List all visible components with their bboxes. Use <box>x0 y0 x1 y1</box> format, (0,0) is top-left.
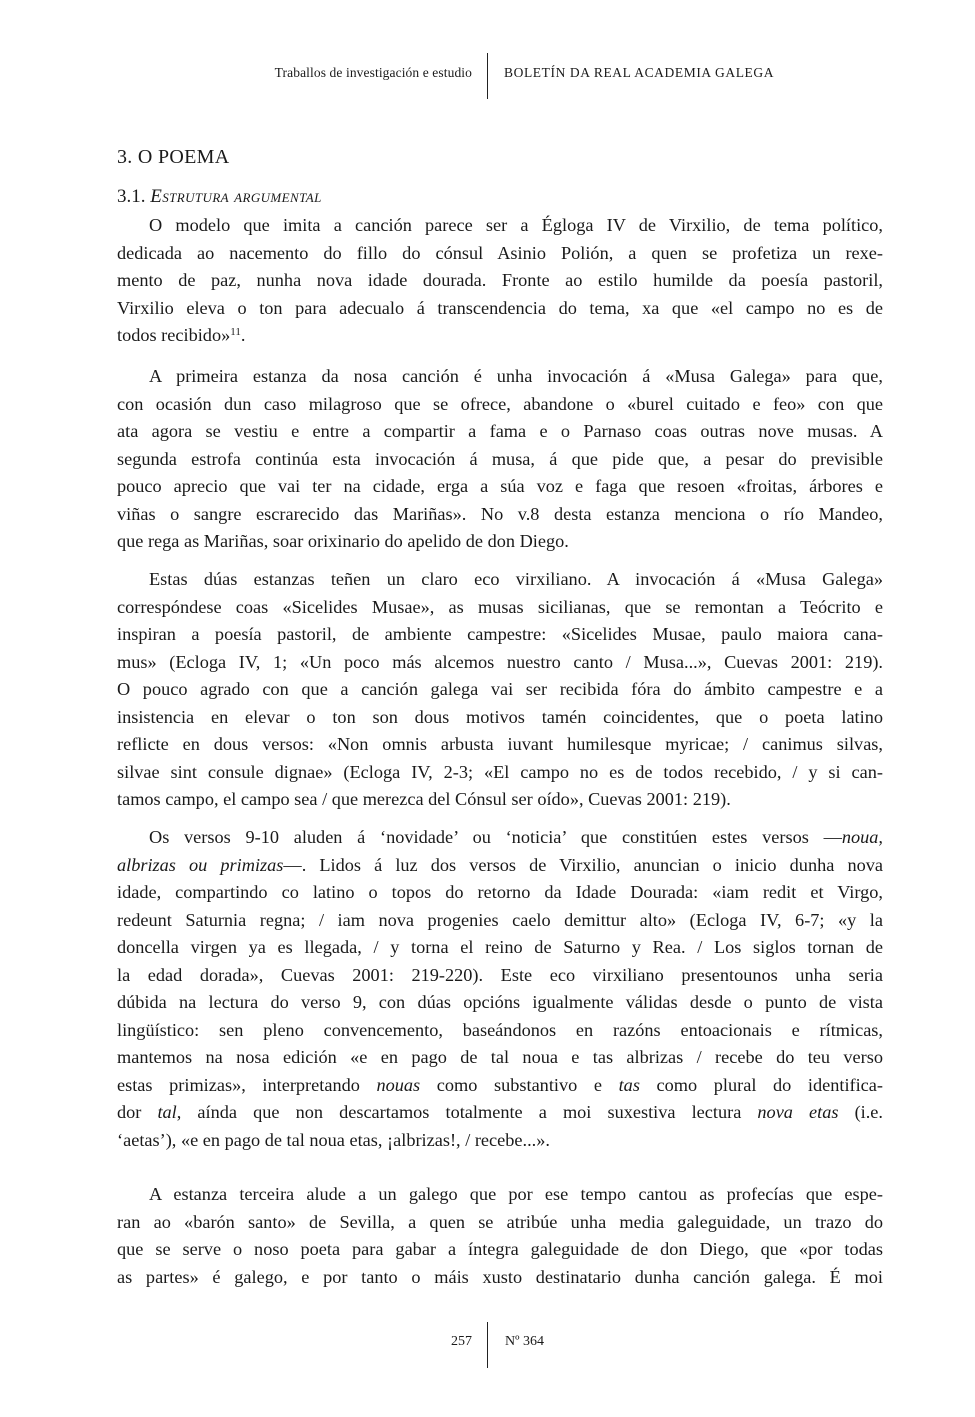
text-line: ran ao «barón santo» de Sevilla, a quen se atribúe unha media galeguidade, un trazo do <box>117 1211 883 1232</box>
text-line: ata agora se vestiu e entre a compartir a fama e o Parnaso coas outras nove musas. A <box>117 421 883 441</box>
text-line <box>117 1072 883 1099</box>
text-line: O modelo que imita a canción parece ser a Égloga IV de Virxilio, de tema político, <box>149 215 883 235</box>
page-footer <box>0 1322 975 1368</box>
text-fragment: , aínda que non descartamos totalmente a moi suxestiva lectura <box>176 1102 758 1122</box>
text-fragment: todos recibido» <box>117 325 231 345</box>
text-line <box>117 322 883 349</box>
text-line <box>117 852 883 879</box>
text-line: lingüístico: sen pleno convencemento, baseándonos en razóns entoacionais e rítmicas, <box>117 1019 883 1040</box>
text-line: dedicada ao nacemento do fillo do cónsul Asinio Polión, a quen se profetiza un rexe- <box>117 242 883 263</box>
text-line: pouco aprecio que vai ter na cidade, erga a súa voz e faga que resoen «froitas, árbores e <box>117 476 883 496</box>
footnote-ref-11[interactable]: 11 <box>230 326 241 338</box>
text-fragment: como plural do identifica- <box>639 1074 884 1095</box>
text-fragment: estas primizas», interpretando <box>117 1074 377 1095</box>
text-line: con ocasión dun caso milagroso que se ofrece, abandone o «burel cuitado e feo» con que <box>117 393 883 414</box>
running-head-journal: BOLETÍN DA REAL ACADEMIA GALEGA <box>504 65 775 80</box>
text-line: mantemos na nosa edición «e en pago de tal noua e tas albrizas / recebe do teu verso <box>117 1047 883 1067</box>
italic-term: albrizas ou primizas <box>117 854 284 875</box>
text-line: O pouco agrado con que a canción galega vai ser recibida fóra do ámbito campestre e a <box>117 679 883 699</box>
text-line: idade, compartindo co latino o topos do retorno da Idade Dourada: «iam redit et Virgo, <box>117 882 883 902</box>
text-line <box>149 824 883 851</box>
text-line: redeunt Saturnia regna; / iam nova progenies caelo demittur alto» (Ecloga IV, 6-7; «y la <box>117 909 883 930</box>
running-head <box>0 53 975 99</box>
text-line: Virxilio eleva o ton para adecualo á transcendencia do tema, xa que «el campo no es de <box>117 297 883 318</box>
text-line: Estas dúas estanzas teñen un claro eco virxiliano. A invocación á «Musa Galega» <box>149 569 883 589</box>
text-line: que rega as Mariñas, soar orixinario do apelido de don Diego. <box>117 531 569 551</box>
text-line: mus» (Ecloga IV, 1; «Un poco más alcemos nuestro canto / Musa...», Cuevas 2001: 219). <box>117 651 883 672</box>
running-head-divider <box>487 53 488 99</box>
text-line: inspiran a poesía pastoril, de ambiente campestre: «Sicelides Musae, paulo maiora cana- <box>117 624 883 644</box>
text-fragment: Os versos 9-10 aluden á ‘novidade’ ou ‘noticia’ que constitúen estes versos — <box>149 827 842 847</box>
text-fragment: . <box>240 325 246 345</box>
text-line: insistencia en elevar o ton son dous motivos tamén coincidentes, que o poeta latino <box>117 706 883 727</box>
text-line: A primeira estanza da nosa canción é unha invocación á «Musa Galega» para que, <box>149 366 883 386</box>
text-line: silvae sint consule dignae» (Ecloga IV, 2-3; «El campo no es de todos recebido, / y si can- <box>117 761 883 782</box>
text-line: que se serve o noso poeta para gabar a íntegra galeguidade de don Diego, que «por todas <box>117 1239 883 1259</box>
issue-number: Nº 364 <box>505 1334 544 1349</box>
page-number: 257 <box>451 1334 472 1349</box>
running-head-section: Traballos de investigación e estudio <box>274 65 472 80</box>
text-fragment: como substantivo e <box>420 1074 619 1095</box>
section-title: 3. O POEMA <box>117 146 230 168</box>
footer-divider <box>487 1322 488 1368</box>
text-line: viñas o sangre escrarecido das Mariñas». No v.8 desta estanza menciona o río Mandeo, <box>117 503 883 524</box>
italic-term: tas <box>618 1074 640 1095</box>
italic-term: nova etas <box>757 1102 839 1122</box>
text-line: tamos campo, el campo sea / que merezca del Cónsul ser oído», Cuevas 2001: 219). <box>117 789 731 809</box>
text-line: reflicte en dous versos: «Non omnis arbusta iuvant humilesque myricae; / canimus silvas, <box>117 734 883 754</box>
text-line: la edad dorada», Cuevas 2001: 219-220). Este eco virxiliano presentounos unha seria <box>117 964 883 985</box>
italic-term: nouas <box>376 1074 421 1095</box>
italic-term: noua, <box>841 827 883 847</box>
text-line: mento de paz, nunha nova idade dourada. Fronte ao estilo humilde da poesía pastoril, <box>117 270 883 290</box>
text-line <box>117 1099 883 1126</box>
text-line: A estanza terceira alude a un galego que por ese tempo cantou as profecías que espe- <box>149 1184 883 1204</box>
text-line: correspóndese coas «Sicelides Musae», as musas sicilianas, que se remontan a Teócrito e <box>117 596 883 617</box>
text-line: doncella virgen ya es llegada, / y torna el reino de Saturno y Rea. / Los siglos tornan de <box>117 937 883 957</box>
subsection-title <box>117 186 322 208</box>
italic-term: tal <box>157 1102 177 1122</box>
subsection-label: Estrutura argumental <box>150 186 322 207</box>
text-line: dúbida na lectura do verso 9, con dúas opcións igualmente válidas desde o punto de vista <box>117 992 883 1012</box>
text-fragment: —. Lidos á luz dos versos de Virxilio, anuncian o inicio dunha nova <box>283 854 883 875</box>
subsection-number: 3.1. <box>117 186 151 207</box>
text-line: ‘aetas’), «e en pago de tal noua etas, ¡albrizas!, / recebe...». <box>117 1129 550 1150</box>
text-fragment: dor <box>117 1102 158 1122</box>
text-fragment: (i.e. <box>838 1102 883 1122</box>
text-line: segunda estrofa continúa esta invocación á musa, á que pide que, a pesar do previsible <box>117 448 883 469</box>
text-line: as partes» é galego, e por tanto o máis xusto destinatario dunha canción galega. É moi <box>117 1266 883 1287</box>
